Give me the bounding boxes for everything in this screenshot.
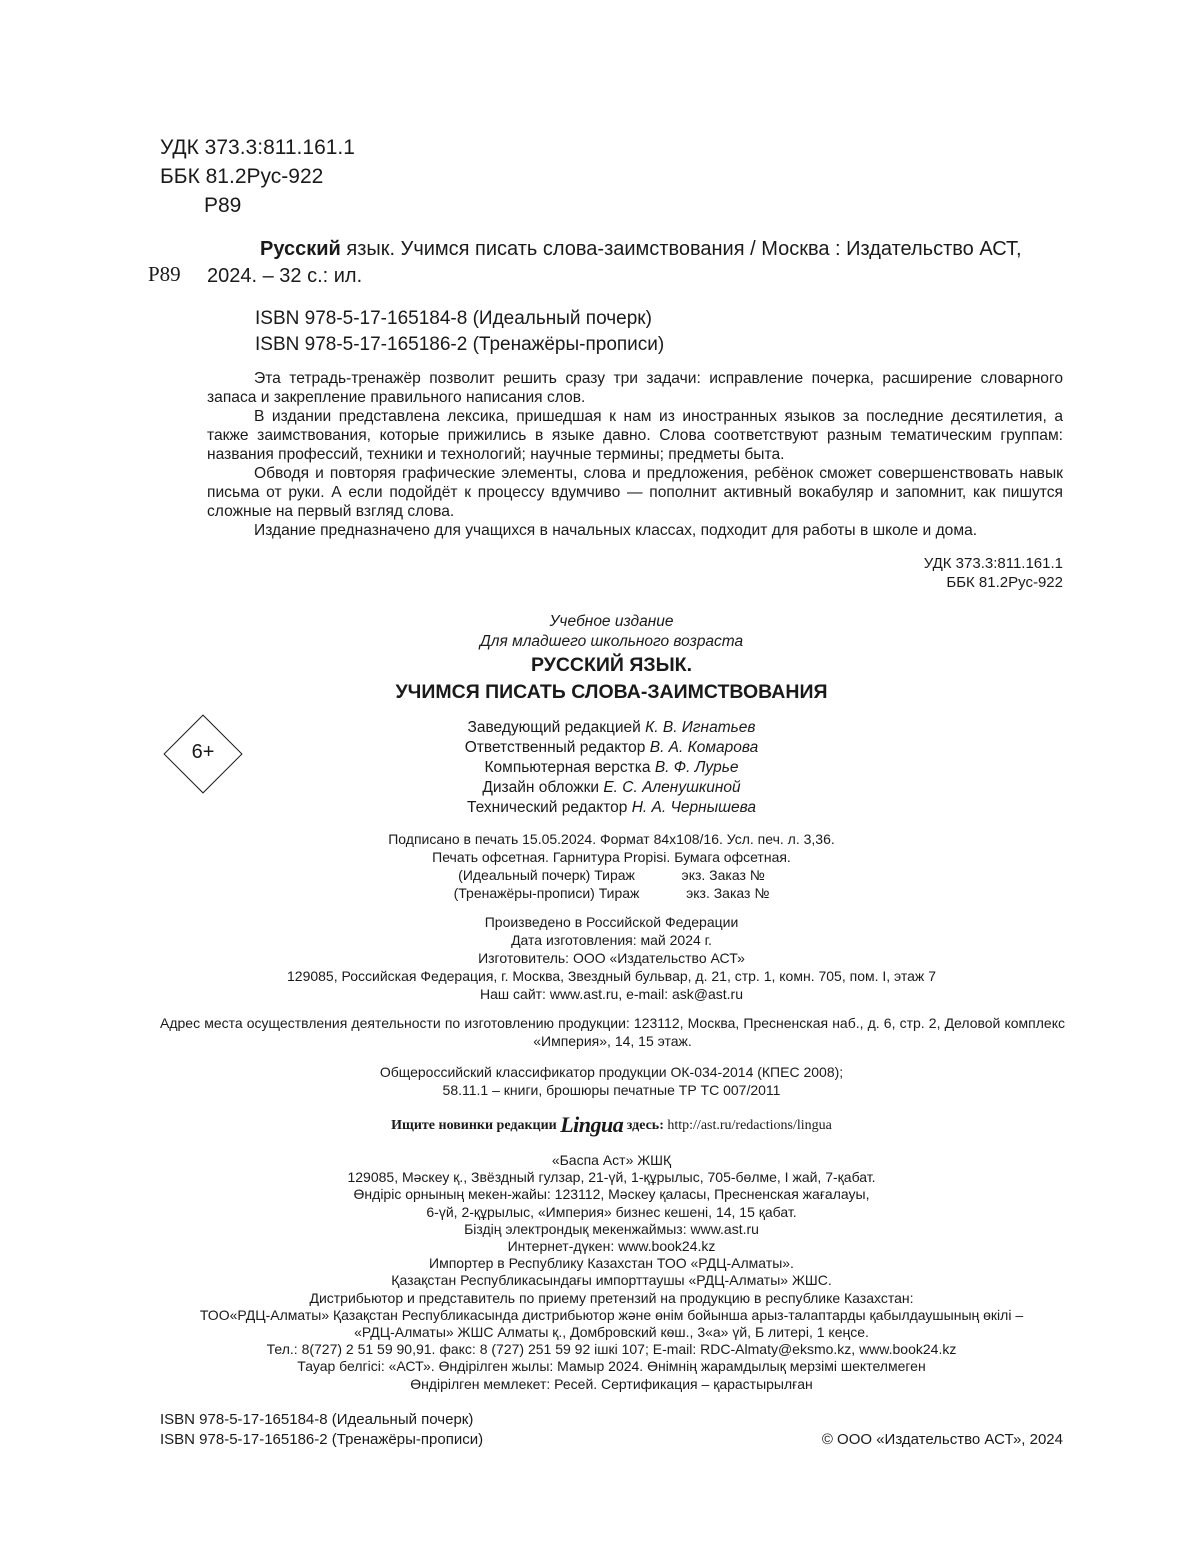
annotation-paragraph: Обводя и повторяя графические элементы, слова и предложения, ребёнок сможет совершенствовать навык письма от руки. А если подойдёт к процессу вдумчиво — пополнит активный вокабуляр и запомнит, как пишутся сложные на первый взгляд слова. bbox=[207, 465, 1063, 520]
print-info bbox=[160, 830, 1063, 902]
kz-line: Тел.: 8(727) 2 51 59 90,91. факс: 8 (727) 251 59 92 ішкі 107; E-mail: RDC-Almaty@eksmo.kz, www.book24.kz bbox=[266, 1341, 957, 1358]
bbk-code: ББК 81.2Рус-922 bbox=[160, 165, 324, 188]
lingua-label-after: здесь: bbox=[626, 1118, 664, 1133]
kz-line: Интернет-дүкен: www.book24.kz bbox=[507, 1238, 716, 1255]
age-rating-text: 6+ bbox=[191, 741, 215, 763]
isbn-list-bottom bbox=[160, 1410, 483, 1450]
staff-line bbox=[160, 758, 1063, 778]
kz-line: «РДЦ-Алматы» ЖШС Алматы қ., Домбровский көш., 3«а» үй, Б литері, 1 кеңсе. bbox=[354, 1324, 869, 1341]
staff-name: В. Ф. Лурье bbox=[654, 759, 739, 776]
kz-line: Өндірілген мемлекет: Ресей. Сертификация – қарастырылған bbox=[410, 1375, 813, 1392]
book-title bbox=[160, 652, 1063, 706]
staff-list bbox=[160, 718, 1063, 818]
classification-codes bbox=[160, 133, 355, 220]
kazakhstan-info bbox=[160, 1152, 1063, 1393]
production-line: Дата изготовления: май 2024 г. bbox=[511, 932, 712, 948]
isbn-line: ISBN 978-5-17-165184-8 (Идеальный почерк) bbox=[255, 308, 652, 329]
annotation bbox=[207, 369, 1063, 540]
book-title-line: УЧИМСЯ ПИСАТЬ СЛОВА-ЗАИМСТВОВАНИЯ bbox=[395, 681, 828, 703]
staff-name: К. В. Игнатьев bbox=[645, 719, 756, 736]
staff-role: Компьютерная верстка bbox=[484, 759, 651, 776]
production-info bbox=[160, 913, 1063, 1003]
production-line: Наш сайт: www.ast.ru, e-mail: ask@ast.ru bbox=[480, 986, 743, 1002]
activity-address: Адрес места осуществления деятельности по изготовлению продукции: 123112, Москва, Пресненская наб., д. 6, стр. 2, Деловой комплекс «Империя», 14, 15 этаж. bbox=[160, 1015, 1065, 1049]
lingua-promo bbox=[160, 1110, 1063, 1141]
udk-code: УДК 373.3:811.161.1 bbox=[160, 136, 355, 159]
kz-line: ТОО«РДЦ-Алматы» Қазақстан Республикасында дистрибьютор және өнім бойынша арыз-талаптарды қабылдаушының өкілі – bbox=[199, 1306, 1024, 1323]
print-line: Печать офсетная. Гарнитура Propisi. Бумага офсетная. bbox=[432, 849, 791, 865]
biblio-rest: язык. Учимся писать слова-заимствования / Москва : Издательство АСТ, 2024. – 32 с.: ил. bbox=[207, 238, 1022, 287]
product-classifier bbox=[160, 1063, 1063, 1099]
kz-line: 6-үй, 2-құрылыс, «Империя» бизнес кешені, 14, 15 қабат. bbox=[426, 1203, 797, 1220]
author-mark: Р89 bbox=[204, 194, 242, 217]
kz-line: 129085, Мәскеу қ., Звёздный гулзар, 21-үй, 1-құрылыс, 705-бөлме, I жай, 7-қабат. bbox=[347, 1169, 876, 1186]
production-line: Изготовитель: ООО «Издательство АСТ» bbox=[478, 950, 745, 966]
print-line: (Тренажёры-прописи) Тираж экз. Заказ № bbox=[453, 885, 770, 901]
classifier-line: 58.11.1 – книги, брошюры печатные ТР ТС 007/2011 bbox=[442, 1082, 781, 1098]
production-line: 129085, Российская Федерация, г. Москва, Звездный бульвар, д. 21, стр. 1, комн. 705, пом. I, этаж 7 bbox=[287, 968, 936, 984]
staff-name: Н. А. Чернышева bbox=[631, 799, 756, 816]
staff-role: Дизайн обложки bbox=[482, 779, 600, 796]
isbn-line: ISBN 978-5-17-165186-2 (Тренажёры-прописи) bbox=[255, 334, 665, 355]
staff-name: Е. С. Аленушкиной bbox=[603, 779, 741, 796]
staff-role: Технический редактор bbox=[467, 799, 628, 816]
copyright: © ООО «Издательство АСТ», 2024 bbox=[821, 1431, 1063, 1448]
kz-line: Өндіріс орнының мекен-жайы: 123112, Мәскеу қаласы, Пресненская жағалауы, bbox=[353, 1186, 870, 1203]
lingua-logo: Lingua bbox=[560, 1112, 624, 1137]
annotation-paragraph: Издание предназначено для учащихся в начальных классах, подходит для работы в школе и дома. bbox=[254, 522, 978, 539]
staff-name: В. А. Комарова bbox=[649, 739, 759, 756]
biblio-title-bold: Русский bbox=[260, 238, 341, 260]
kz-line: Қазақстан Республикасындағы импорттаушы «РДЦ-Алматы» ЖШС. bbox=[391, 1272, 832, 1289]
annotation-paragraph: Эта тетрадь-тренажёр позволит решить сразу три задачи: исправление почерка, расширение словарного запаса и закрепление правильного написания слов. bbox=[207, 370, 1063, 406]
kz-line: Импортер в Республику Казахстан ТОО «РДЦ-Алматы». bbox=[429, 1255, 794, 1272]
staff-line bbox=[160, 798, 1063, 818]
bibliographic-description bbox=[207, 236, 1067, 290]
staff-line bbox=[160, 778, 1063, 798]
kz-line: Тауар белгісі: «АСТ». Өндірілген жылы: Мамыр 2024. Өнімнің жарамдылық мерзімі шектелмеген bbox=[297, 1358, 926, 1375]
staff-role: Ответственный редактор bbox=[464, 739, 646, 756]
lingua-url[interactable]: http://ast.ru/redactions/lingua bbox=[667, 1118, 832, 1133]
isbn-line: ISBN 978-5-17-165186-2 (Тренажёры-прописи) bbox=[160, 1431, 484, 1448]
staff-line bbox=[160, 738, 1063, 758]
kz-line: «Баспа Аст» ЖШҚ bbox=[551, 1152, 672, 1168]
audience-label: Для младшего школьного возраста bbox=[479, 633, 744, 650]
classifier-line: Общероссийский классификатор продукции ОК-034-2014 (КПЕС 2008); bbox=[379, 1064, 844, 1080]
isbn-line: ISBN 978-5-17-165184-8 (Идеальный почерк) bbox=[160, 1411, 474, 1428]
staff-line bbox=[160, 718, 1063, 738]
kz-line: Дистрибьютор и представитель по приему претензий на продукцию в республике Казахстан: bbox=[309, 1289, 914, 1306]
print-line: (Идеальный почерк) Тираж экз. Заказ № bbox=[458, 867, 765, 883]
lingua-label-before: Ищите новинки редакции bbox=[391, 1118, 557, 1133]
edition-type-label: Учебное издание bbox=[549, 613, 674, 630]
edition-type bbox=[160, 612, 1063, 652]
isbn-list-top bbox=[255, 306, 664, 358]
staff-role: Заведующий редакцией bbox=[467, 719, 641, 736]
annotation-paragraph: В издании представлена лексика, пришедшая к нам из иностранных языков за последние десятилетия, а также заимствования, которые прижились в языке давно. Слова соответствуют разным тематическим группам: названия профессий, техники и технологий; научные термины; предметы быта. bbox=[207, 408, 1063, 463]
bbk-code: ББК 81.2Рус-922 bbox=[946, 574, 1063, 591]
author-mark-margin: Р89 bbox=[148, 262, 181, 286]
udk-code: УДК 373.3:811.161.1 bbox=[923, 555, 1063, 572]
book-title-line: РУССКИЙ ЯЗЫК. bbox=[530, 654, 693, 676]
print-line: Подписано в печать 15.05.2024. Формат 84x108/16. Усл. печ. л. 3,36. bbox=[388, 831, 835, 847]
classification-codes-right bbox=[924, 554, 1063, 592]
kz-line: Біздің электрондық мекенжаймыз: www.ast.ru bbox=[464, 1220, 759, 1237]
production-line: Произведено в Российской Федерации bbox=[484, 914, 739, 930]
